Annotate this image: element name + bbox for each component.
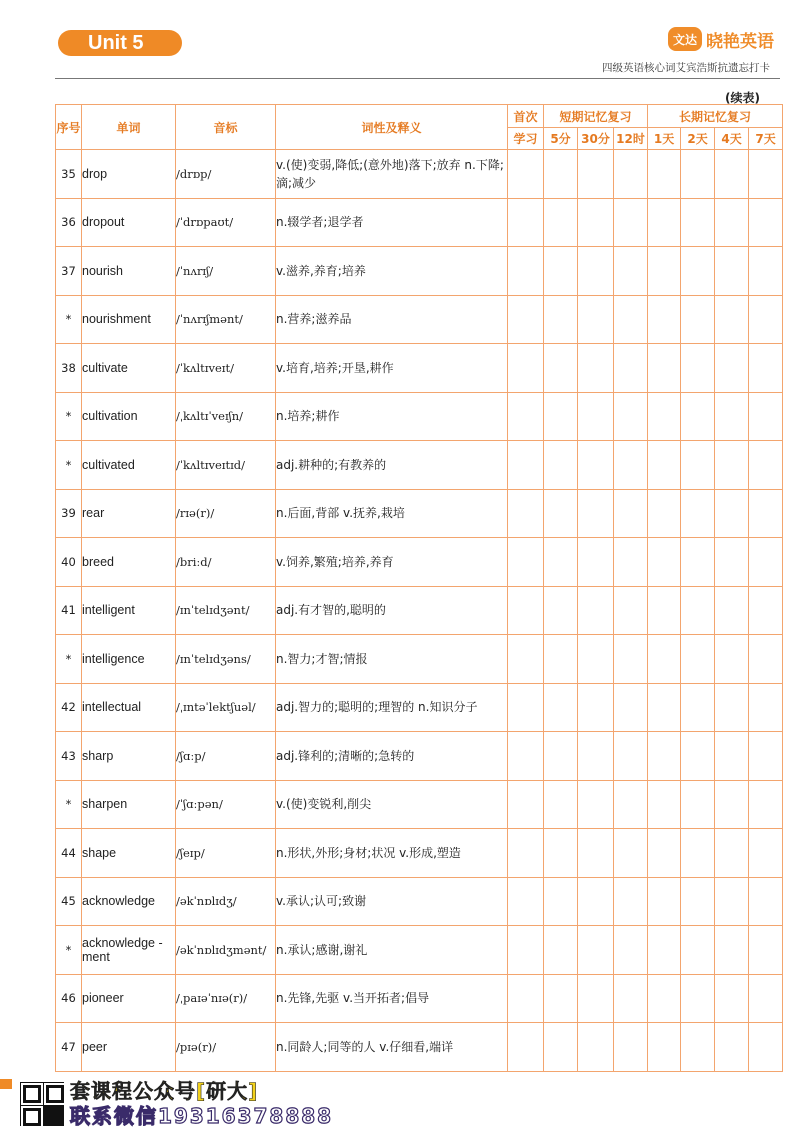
checkin-cell[interactable] [648, 295, 681, 344]
row-phonetic: /ˈkʌltɪveɪt/ [176, 344, 276, 393]
checkin-cell[interactable] [648, 780, 681, 829]
header-short-30min: 30分 [578, 128, 614, 150]
row-word: nourishment [82, 295, 176, 344]
unit-badge: Unit 5 [58, 30, 182, 56]
row-word: sharp [82, 732, 176, 781]
row-definition: v.饲养,繁殖;培养,养育 [276, 538, 508, 587]
checkin-cell[interactable] [681, 344, 715, 393]
checkin-cell[interactable] [508, 392, 544, 441]
row-definition: n.先锋,先驱 v.当开拓者;倡导 [276, 974, 508, 1023]
checkin-cell[interactable] [544, 974, 578, 1023]
row-phonetic: /əkˈnɒlɪdʒmənt/ [176, 926, 276, 975]
header-first-study-a: 首次 [508, 105, 544, 128]
checkin-cell[interactable] [614, 683, 648, 732]
row-number: 37 [56, 247, 82, 296]
row-word: cultivated [82, 441, 176, 490]
row-word: acknowledge -ment [82, 926, 176, 975]
checkin-cell[interactable] [681, 635, 715, 684]
checkin-cell[interactable] [648, 974, 681, 1023]
checkin-cell[interactable] [508, 441, 544, 490]
footer-line-1: 套课程公众号[研大] [70, 1079, 259, 1103]
checkin-cell[interactable] [578, 392, 614, 441]
table-row [56, 247, 783, 296]
checkin-cell[interactable] [614, 635, 648, 684]
table-row [56, 683, 783, 732]
checkin-cell[interactable] [749, 392, 783, 441]
brand-subtitle: 四级英语核心词艾宾浩斯抗遗忘打卡 [602, 62, 770, 74]
checkin-cell[interactable] [715, 780, 749, 829]
checkin-cell[interactable] [715, 198, 749, 247]
checkin-cell[interactable] [715, 344, 749, 393]
checkin-cell[interactable] [578, 780, 614, 829]
checkin-cell[interactable] [681, 247, 715, 296]
checkin-cell[interactable] [614, 295, 648, 344]
row-definition: n.营养;滋养品 [276, 295, 508, 344]
row-definition: v.滋养,养育;培养 [276, 247, 508, 296]
table-row [56, 150, 783, 199]
checkin-cell[interactable] [544, 392, 578, 441]
row-word: acknowledge [82, 877, 176, 926]
checkin-cell[interactable] [614, 1023, 648, 1072]
checkin-cell[interactable] [614, 489, 648, 538]
row-number: 43 [56, 732, 82, 781]
row-word: pioneer [82, 974, 176, 1023]
row-definition: adj.有才智的,聪明的 [276, 586, 508, 635]
row-number: * [56, 926, 82, 975]
checkin-cell[interactable] [648, 829, 681, 878]
row-number: 35 [56, 150, 82, 199]
row-definition: n.同龄人;同等的人 v.仔细看,端详 [276, 1023, 508, 1072]
checkin-cell[interactable] [508, 538, 544, 587]
checkin-cell[interactable] [681, 877, 715, 926]
checkin-cell[interactable] [508, 295, 544, 344]
checkin-cell[interactable] [508, 247, 544, 296]
header-word: 单词 [82, 105, 176, 150]
table-row [56, 344, 783, 393]
checkin-cell[interactable] [681, 150, 715, 199]
row-number: * [56, 295, 82, 344]
checkin-cell[interactable] [648, 344, 681, 393]
checkin-cell[interactable] [648, 441, 681, 490]
row-definition: v.(使)变弱,降低;(意外地)落下;放弃 n.下降;滴;减少 [276, 150, 508, 199]
checkin-cell[interactable] [749, 344, 783, 393]
checkin-cell[interactable] [614, 877, 648, 926]
checkin-cell[interactable] [749, 489, 783, 538]
row-phonetic: /ˈdrɒpaʊt/ [176, 198, 276, 247]
checkin-cell[interactable] [715, 926, 749, 975]
checkin-cell[interactable] [648, 635, 681, 684]
checkin-cell[interactable] [681, 392, 715, 441]
table-row [56, 974, 783, 1023]
qr-code-icon [20, 1082, 64, 1126]
row-word: shape [82, 829, 176, 878]
checkin-cell[interactable] [681, 1023, 715, 1072]
row-definition: adj.耕种的;有教养的 [276, 441, 508, 490]
row-phonetic: /ɪnˈtelɪdʒəns/ [176, 635, 276, 684]
checkin-cell[interactable] [648, 247, 681, 296]
header-num: 序号 [56, 105, 82, 150]
header-short-5min: 5分 [544, 128, 578, 150]
checkin-cell[interactable] [508, 1023, 544, 1072]
row-phonetic: /rɪə(r)/ [176, 489, 276, 538]
row-phonetic: /briːd/ [176, 538, 276, 587]
checkin-cell[interactable] [578, 829, 614, 878]
checkin-cell[interactable] [578, 489, 614, 538]
row-definition: v.培育,培养;开垦,耕作 [276, 344, 508, 393]
table-row [56, 732, 783, 781]
checkin-cell[interactable] [544, 1023, 578, 1072]
row-phonetic: /ˌɪntəˈlektʃuəl/ [176, 683, 276, 732]
checkin-cell[interactable] [544, 247, 578, 296]
checkin-cell[interactable] [544, 538, 578, 587]
checkin-cell[interactable] [508, 683, 544, 732]
checkin-cell[interactable] [508, 586, 544, 635]
row-word: intelligence [82, 635, 176, 684]
row-word: nourish [82, 247, 176, 296]
checkin-cell[interactable] [715, 295, 749, 344]
checkin-cell[interactable] [749, 538, 783, 587]
row-word: cultivate [82, 344, 176, 393]
checkin-cell[interactable] [681, 974, 715, 1023]
checkin-cell[interactable] [614, 732, 648, 781]
checkin-cell[interactable] [648, 877, 681, 926]
row-number: 45 [56, 877, 82, 926]
table-row [56, 295, 783, 344]
row-phonetic: /ˈnʌrɪʃ/ [176, 247, 276, 296]
row-number: 42 [56, 683, 82, 732]
checkin-cell[interactable] [544, 683, 578, 732]
header-long-7d: 7天 [749, 128, 783, 150]
row-definition: v.承认;认可;致谢 [276, 877, 508, 926]
row-phonetic: /əkˈnɒlɪdʒ/ [176, 877, 276, 926]
checkin-cell[interactable] [749, 732, 783, 781]
row-definition: adj.锋利的;清晰的;急转的 [276, 732, 508, 781]
header-short-term: 短期记忆复习 [544, 105, 648, 128]
checkin-cell[interactable] [544, 344, 578, 393]
checkin-cell[interactable] [544, 926, 578, 975]
brand-logo [668, 26, 774, 52]
checkin-cell[interactable] [749, 683, 783, 732]
checkin-cell[interactable] [681, 780, 715, 829]
checkin-cell[interactable] [749, 780, 783, 829]
checkin-cell[interactable] [681, 295, 715, 344]
table-row [56, 198, 783, 247]
checkin-cell[interactable] [749, 586, 783, 635]
checkin-cell[interactable] [544, 877, 578, 926]
checkin-cell[interactable] [614, 198, 648, 247]
table-row [56, 877, 783, 926]
row-word: cultivation [82, 392, 176, 441]
checkin-cell[interactable] [508, 344, 544, 393]
checkin-cell[interactable] [508, 780, 544, 829]
checkin-cell[interactable] [578, 586, 614, 635]
checkin-cell[interactable] [681, 926, 715, 975]
checkin-cell[interactable] [614, 150, 648, 199]
row-definition: adj.智力的;聪明的;理智的 n.知识分子 [276, 683, 508, 732]
checkin-cell[interactable] [578, 635, 614, 684]
checkin-cell[interactable] [508, 829, 544, 878]
brand-name: 晓艳英语 [706, 31, 774, 52]
footer-watermark [70, 1079, 333, 1129]
checkin-cell[interactable] [648, 150, 681, 199]
checkin-cell[interactable] [715, 392, 749, 441]
table-row [56, 1023, 783, 1072]
checkin-cell[interactable] [715, 1023, 749, 1072]
row-word: intelligent [82, 586, 176, 635]
checkin-cell[interactable] [614, 441, 648, 490]
checkin-cell[interactable] [578, 150, 614, 199]
row-number: 40 [56, 538, 82, 587]
row-word: dropout [82, 198, 176, 247]
row-definition: n.辍学者;退学者 [276, 198, 508, 247]
checkin-cell[interactable] [544, 489, 578, 538]
checkin-cell[interactable] [544, 441, 578, 490]
checkin-cell[interactable] [715, 247, 749, 296]
checkin-cell[interactable] [749, 829, 783, 878]
checkin-cell[interactable] [544, 780, 578, 829]
checkin-cell[interactable] [681, 683, 715, 732]
row-phonetic: /ʃeɪp/ [176, 829, 276, 878]
checkin-cell[interactable] [749, 926, 783, 975]
checkin-cell[interactable] [648, 489, 681, 538]
row-word: breed [82, 538, 176, 587]
checkin-cell[interactable] [648, 1023, 681, 1072]
row-number: * [56, 780, 82, 829]
row-phonetic: /ɪnˈtelɪdʒənt/ [176, 586, 276, 635]
checkin-cell[interactable] [578, 295, 614, 344]
row-phonetic: /ʃɑːp/ [176, 732, 276, 781]
checkin-cell[interactable] [648, 538, 681, 587]
checkin-cell[interactable] [614, 247, 648, 296]
checkin-cell[interactable] [578, 198, 614, 247]
row-number: 47 [56, 1023, 82, 1072]
row-number: * [56, 635, 82, 684]
header-phonetic: 音标 [176, 105, 276, 150]
row-definition: n.智力;才智;情报 [276, 635, 508, 684]
checkin-cell[interactable] [578, 974, 614, 1023]
checkin-cell[interactable] [578, 1023, 614, 1072]
checkin-cell[interactable] [715, 441, 749, 490]
checkin-cell[interactable] [578, 683, 614, 732]
row-number: 36 [56, 198, 82, 247]
row-word: sharpen [82, 780, 176, 829]
checkin-cell[interactable] [614, 974, 648, 1023]
checkin-cell[interactable] [715, 683, 749, 732]
checkin-cell[interactable] [614, 344, 648, 393]
checkin-cell[interactable] [578, 732, 614, 781]
checkin-cell[interactable] [648, 586, 681, 635]
page-corner-mark [0, 1079, 12, 1089]
row-definition: n.后面,背部 v.抚养,栽培 [276, 489, 508, 538]
checkin-cell[interactable] [508, 732, 544, 781]
row-number: 44 [56, 829, 82, 878]
checkin-cell[interactable] [749, 295, 783, 344]
checkin-cell[interactable] [614, 780, 648, 829]
checkin-cell[interactable] [648, 392, 681, 441]
checkin-cell[interactable] [681, 538, 715, 587]
checkin-cell[interactable] [715, 877, 749, 926]
checkin-cell[interactable] [648, 198, 681, 247]
row-definition: n.承认;感谢,谢礼 [276, 926, 508, 975]
checkin-cell[interactable] [749, 877, 783, 926]
checkin-cell[interactable] [578, 247, 614, 296]
checkin-cell[interactable] [578, 344, 614, 393]
row-phonetic: /ˈkʌltɪveɪtɪd/ [176, 441, 276, 490]
header-long-term: 长期记忆复习 [648, 105, 783, 128]
row-phonetic: /ˌpaɪəˈnɪə(r)/ [176, 974, 276, 1023]
checkin-cell[interactable] [681, 732, 715, 781]
checkin-cell[interactable] [508, 198, 544, 247]
checkin-cell[interactable] [648, 683, 681, 732]
checkin-cell[interactable] [544, 732, 578, 781]
checkin-cell[interactable] [715, 829, 749, 878]
checkin-cell[interactable] [544, 635, 578, 684]
checkin-cell[interactable] [715, 586, 749, 635]
checkin-cell[interactable] [715, 974, 749, 1023]
checkin-cell[interactable] [715, 635, 749, 684]
row-phonetic: /drɒp/ [176, 150, 276, 199]
checkin-cell[interactable] [544, 295, 578, 344]
checkin-cell[interactable] [749, 441, 783, 490]
table-row [56, 635, 783, 684]
checkin-cell[interactable] [749, 150, 783, 199]
checkin-cell[interactable] [681, 489, 715, 538]
header-definition: 词性及释义 [276, 105, 508, 150]
row-word: drop [82, 150, 176, 199]
checkin-cell[interactable] [749, 1023, 783, 1072]
row-number: * [56, 392, 82, 441]
checkin-cell[interactable] [578, 441, 614, 490]
checkin-cell[interactable] [544, 198, 578, 247]
table-row [56, 489, 783, 538]
checkin-cell[interactable] [681, 586, 715, 635]
checkin-cell[interactable] [681, 829, 715, 878]
continued-label: (续表) [725, 91, 760, 105]
table-row [56, 392, 783, 441]
row-number: 41 [56, 586, 82, 635]
checkin-cell[interactable] [715, 489, 749, 538]
checkin-cell[interactable] [749, 247, 783, 296]
header-long-2d: 2天 [681, 128, 715, 150]
vocabulary-table [55, 104, 783, 1072]
checkin-cell[interactable] [681, 441, 715, 490]
checkin-cell[interactable] [614, 538, 648, 587]
row-number: 38 [56, 344, 82, 393]
checkin-cell[interactable] [749, 198, 783, 247]
row-word: peer [82, 1023, 176, 1072]
checkin-cell[interactable] [578, 538, 614, 587]
row-word: rear [82, 489, 176, 538]
brand-mark-icon: 文达 [668, 27, 702, 51]
checkin-cell[interactable] [508, 974, 544, 1023]
checkin-cell[interactable] [544, 829, 578, 878]
header-first-study-b: 学习 [508, 128, 544, 150]
checkin-cell[interactable] [614, 926, 648, 975]
checkin-cell[interactable] [508, 635, 544, 684]
row-definition: v.(使)变锐利,削尖 [276, 780, 508, 829]
row-phonetic: /ˈʃɑːpən/ [176, 780, 276, 829]
checkin-cell[interactable] [578, 877, 614, 926]
header-long-1d: 1天 [648, 128, 681, 150]
footer-line-2: 联系微信19316378888 [70, 1104, 334, 1128]
table-row [56, 538, 783, 587]
row-phonetic: /ˈnʌrɪʃmənt/ [176, 295, 276, 344]
checkin-cell[interactable] [544, 150, 578, 199]
row-number: 39 [56, 489, 82, 538]
checkin-cell[interactable] [508, 926, 544, 975]
checkin-cell[interactable] [508, 150, 544, 199]
checkin-cell[interactable] [614, 586, 648, 635]
row-number: 46 [56, 974, 82, 1023]
checkin-cell[interactable] [508, 489, 544, 538]
checkin-cell[interactable] [715, 732, 749, 781]
table-row [56, 829, 783, 878]
table-row [56, 926, 783, 975]
row-phonetic: /pɪə(r)/ [176, 1023, 276, 1072]
checkin-cell[interactable] [749, 635, 783, 684]
row-number: * [56, 441, 82, 490]
checkin-cell[interactable] [578, 926, 614, 975]
row-phonetic: /ˌkʌltɪˈveɪʃn/ [176, 392, 276, 441]
checkin-cell[interactable] [715, 150, 749, 199]
header-divider [55, 78, 780, 79]
header-long-4d: 4天 [715, 128, 749, 150]
checkin-cell[interactable] [648, 732, 681, 781]
row-definition: n.形状,外形;身材;状况 v.形成,塑造 [276, 829, 508, 878]
checkin-cell[interactable] [614, 829, 648, 878]
checkin-cell[interactable] [715, 538, 749, 587]
header-short-12h: 12时 [614, 128, 648, 150]
checkin-cell[interactable] [648, 926, 681, 975]
table-row [56, 586, 783, 635]
checkin-cell[interactable] [749, 974, 783, 1023]
checkin-cell[interactable] [681, 198, 715, 247]
checkin-cell[interactable] [544, 586, 578, 635]
table-row [56, 780, 783, 829]
checkin-cell[interactable] [508, 877, 544, 926]
checkin-cell[interactable] [614, 392, 648, 441]
row-definition: n.培养;耕作 [276, 392, 508, 441]
table-row [56, 441, 783, 490]
row-word: intellectual [82, 683, 176, 732]
